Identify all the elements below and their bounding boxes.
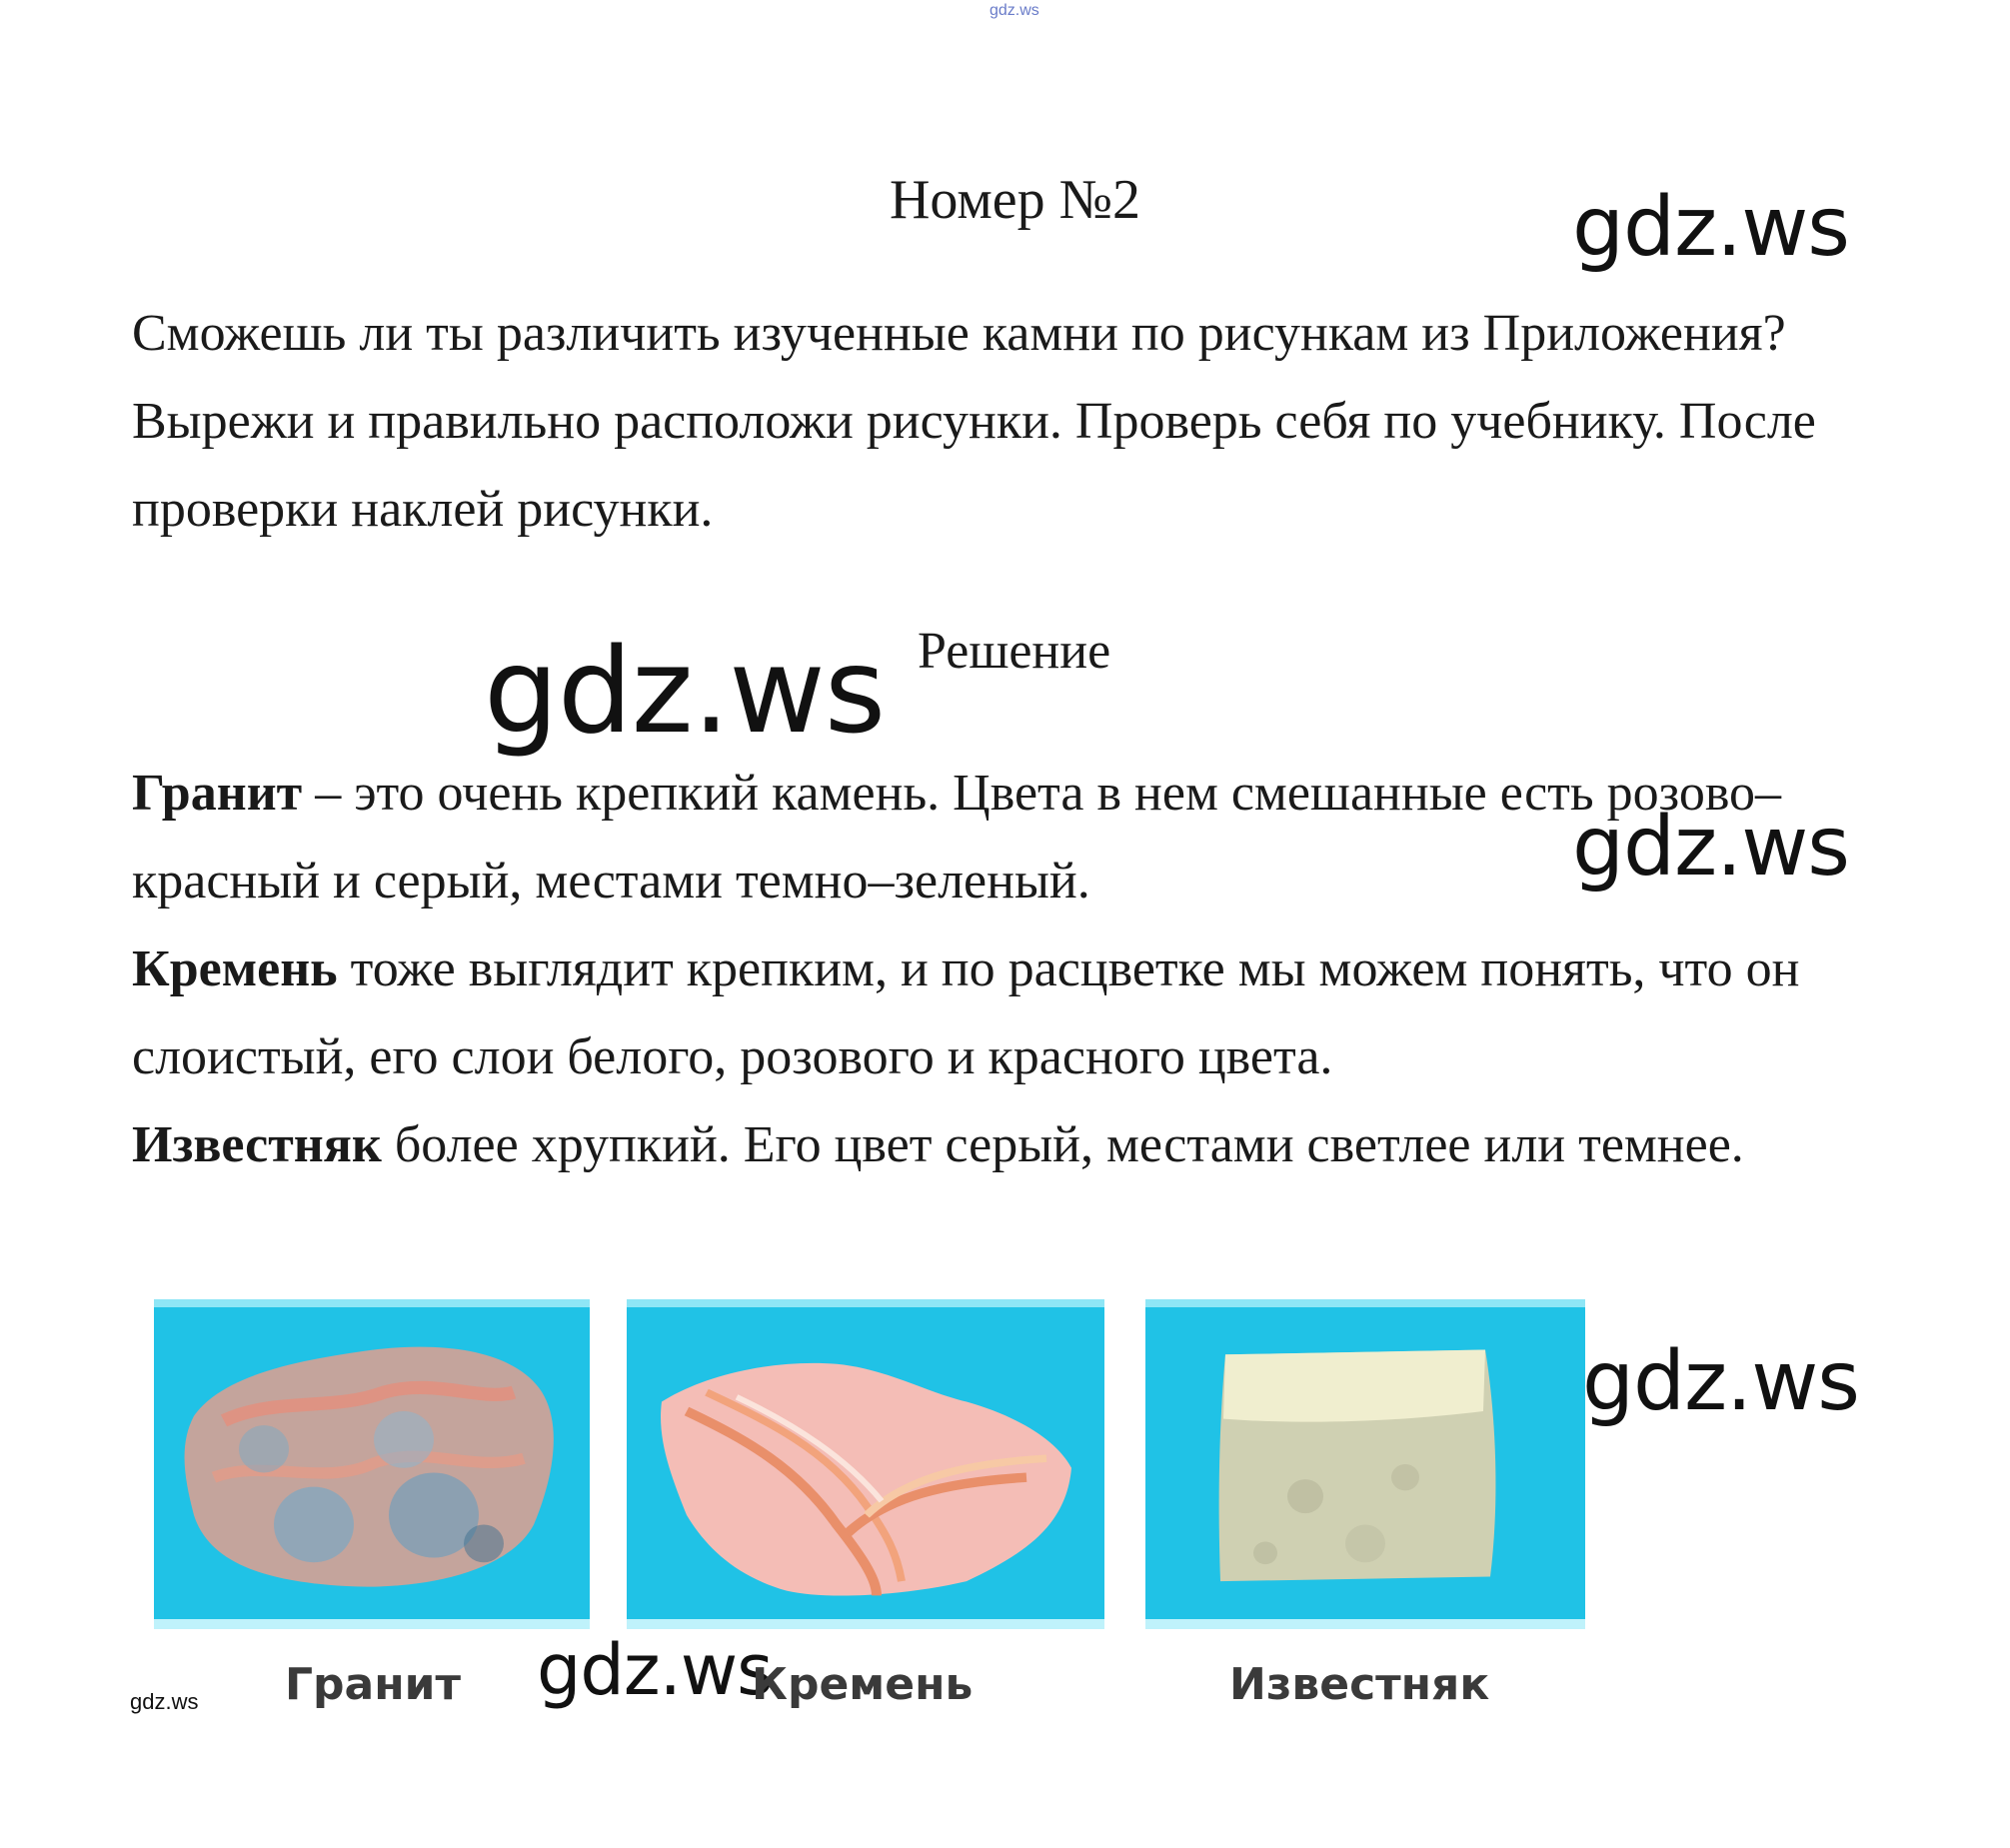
flint-image xyxy=(627,1299,1104,1629)
watermark-logo: gdz.ws xyxy=(1572,180,1849,275)
top-watermark: gdz.ws xyxy=(990,2,1039,19)
watermark-small: gdz.ws xyxy=(130,1689,199,1714)
solution-heading: Решение xyxy=(918,623,1111,680)
watermark-logo: gdz.ws xyxy=(1572,800,1849,895)
page-title: Номер №2 xyxy=(889,169,1141,231)
limestone-description: более хрупкий. Его цвет серый, местами светлее или темнее. xyxy=(381,1116,1744,1173)
rock-label-limestone: Известняк xyxy=(1229,1659,1490,1710)
watermark-logo: gdz.ws xyxy=(1582,1334,1859,1429)
flint-description: тоже выглядит крепким, и по расцветке мы можем понять, что он слоистый, его слои белого, розового и красного цвета. xyxy=(132,940,1800,1085)
rock-label-granite: Гранит xyxy=(285,1659,461,1710)
limestone-image xyxy=(1145,1299,1585,1629)
watermark-logo-large: gdz.ws xyxy=(484,622,886,760)
task-text: Сможешь ли ты различить изученные камни по рисункам из Приложения? Вырежи и правильно расположи рисунки. Проверь себя по учебнику. После проверки наклей рисунки. xyxy=(132,305,1816,538)
solution-item-limestone xyxy=(132,1101,1911,1189)
term-granite: Гранит xyxy=(132,765,303,822)
rock-label-flint: Кремень xyxy=(752,1659,974,1710)
granite-image xyxy=(154,1299,590,1629)
solution-item-flint xyxy=(132,925,1911,1101)
term-flint: Кремень xyxy=(132,940,338,997)
watermark-logo: gdz.ws xyxy=(537,1629,773,1711)
granite-description: – это очень крепкий камень. Цвета в нем смешанные есть розово–красный и серый, местами темно–зеленый. xyxy=(132,765,1782,910)
term-limestone: Известняк xyxy=(132,1116,382,1173)
